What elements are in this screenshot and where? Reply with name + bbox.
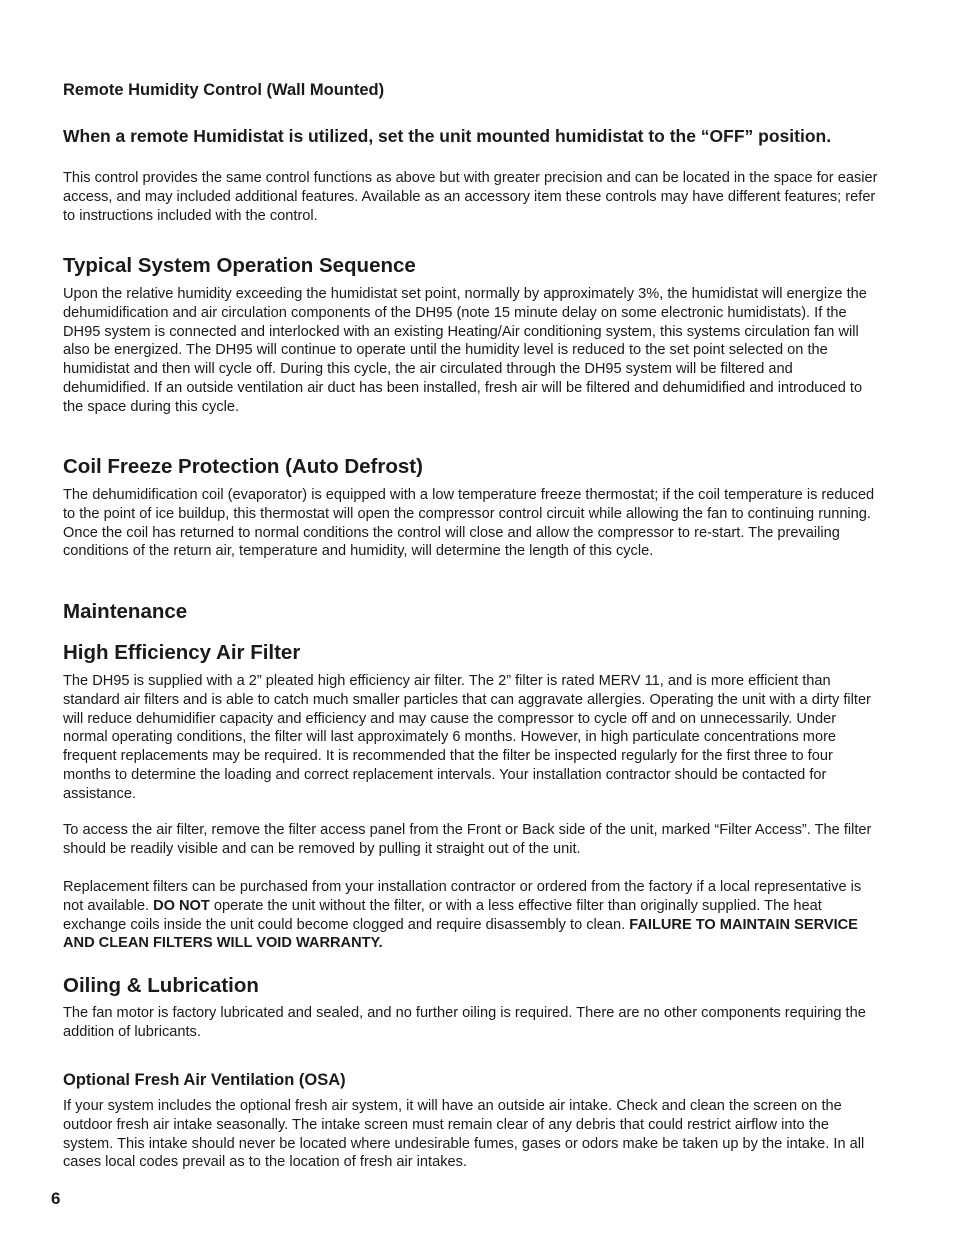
operation-sequence-paragraph: Upon the relative humidity exceeding the humidistat set point, normally by approximately 3%, the humidistat will energize the dehumidification and air circulation components of the DH95 (note 15 minute delay on some electronic humidistats). If the DH95 system is connected and interlocked with an existing Heating/Air conditioning system, this systems circulation fan will also be energized. The DH95 will continue to operate until the humidity level is reduced to the set point selected on the humidistat and then will cycle off. During this cycle, the air circulated through the DH95 system will be filtered and dehumidified. If an outside ventilation air duct has been installed, fresh air will be filtered and dehumidified and introduced to the space during this cycle.	[63, 286, 867, 415]
remote-humidity-heading: Remote Humidity Control (Wall Mounted)	[63, 81, 385, 99]
osa-paragraph: If your system includes the optional fresh air system, it will have an outside air intake. Check and clean the screen on the outdoor fresh air intake seasonally. The intake screen must remain clear of any debris that could restrict airflow into the system. This intake should never be located where undesirable fumes, gases or odors make be taken up by the intake. In all cases local codes prevail as to the location of fresh air intakes.	[63, 1098, 865, 1171]
do-not-emphasis: DO NOT	[153, 897, 210, 914]
coil-freeze-paragraph: The dehumidification coil (evaporator) is equipped with a low temperature freeze thermostat; if the coil temperature is reduced to the point of ice buildup, this thermostat will open the compressor control circuit while allowing the fan to continuing running. Once the coil has returned to normal conditions the control will close and allow the compressor to re-start. The prevailing conditions of the return air, temperature and humidity, will determine the length of this cycle.	[63, 487, 875, 560]
page-number: 6	[51, 1189, 61, 1208]
air-filter-paragraph-2: To access the air filter, remove the filter access panel from the Front or Back side of the unit, marked “Filter Access”. The filter should be readily visible and can be removed by pulling it straight out of the unit.	[63, 822, 872, 857]
air-filter-paragraph-1: The DH95 is supplied with a 2” pleated high efficiency air filter. The 2” filter is rated MERV 11, and is more efficient than standard air filters and is able to catch much smaller particles that can aggravate allergies. Operating the unit with a dirty filter will reduce dehumidifier capacity and efficiency and may cause the compressor to cycle off and on unnecessarily. Under normal operating conditions, the filter will last approximately 6 months. However, in high particulate concentrations more frequent replacements may be required. It is recommended that the filter be inspected regularly for the first three to four months to determine the loading and correct replacement intervals. Your installation contractor should be contacted for assistance.	[63, 673, 871, 802]
remote-humidity-paragraph: This control provides the same control functions as above but with greater precision and can be located in the space for easier access, and may included additional features. Available as an accessory item these controls may have different features; refer to instructions included with the control.	[63, 170, 878, 224]
replacement-text: Replacement filters can be purchased from your installation contractor or ordered from the factory if a local representative is not available.	[63, 879, 862, 914]
coil-freeze-heading: Coil Freeze Protection (Auto Defrost)	[63, 455, 423, 478]
remote-humidistat-warning: When a remote Humidistat is utilized, set the unit mounted humidistat to the “OFF” position.	[63, 126, 832, 146]
oiling-heading: Oiling & Lubrication	[63, 974, 259, 997]
operation-sequence-heading: Typical System Operation Sequence	[63, 254, 416, 277]
oiling-paragraph: The fan motor is factory lubricated and sealed, and no further oiling is required. There are no other components requiring the addition of lubricants.	[63, 1005, 866, 1040]
air-filter-heading: High Efficiency Air Filter	[63, 641, 301, 664]
osa-heading: Optional Fresh Air Ventilation (OSA)	[63, 1071, 346, 1089]
warranty-warning: FAILURE TO MAINTAIN SERVICE AND CLEAN FILTERS WILL VOID WARRANTY.	[63, 916, 858, 952]
maintenance-heading: Maintenance	[63, 600, 188, 623]
air-filter-paragraph-3	[63, 878, 883, 953]
operation-warning-text: operate the unit without the filter, or with a less effective filter than originally supplied. The heat exchange coils inside the unit could become clogged and require disassembly to clean.	[63, 897, 822, 933]
